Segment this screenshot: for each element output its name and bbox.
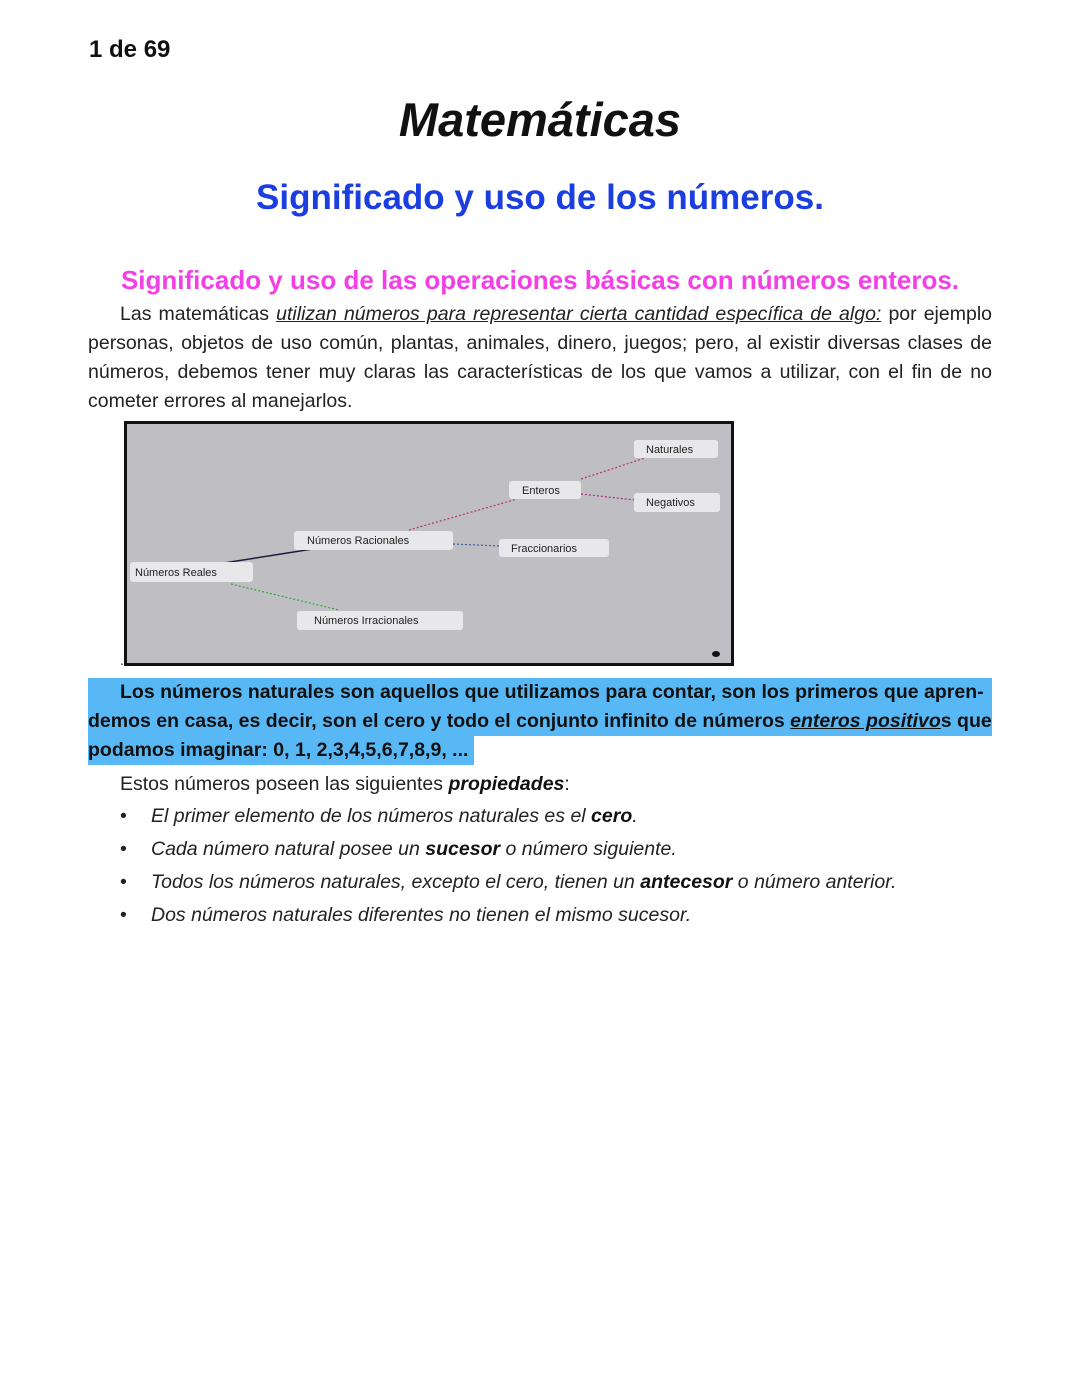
properties-intro: [88, 770, 992, 799]
bullet-icon: •: [120, 805, 127, 827]
stray-period: .: [120, 652, 124, 668]
properties-list: [88, 800, 992, 932]
intro-lead: Las matemáticas: [120, 303, 277, 325]
number-classification-diagram: [124, 421, 734, 666]
list-item-bold: antecesor: [640, 871, 733, 893]
highlight-line-2: [88, 707, 992, 736]
list-item-bold: sucesor: [425, 838, 501, 860]
node-naturales: Naturales: [646, 444, 694, 456]
list-item-tail: .: [632, 805, 638, 827]
highlight-underlined: enteros positivo: [790, 710, 941, 732]
properties-intro-lead: Estos números poseen las siguientes: [120, 773, 449, 795]
list-item-tail: o número siguiente.: [500, 838, 677, 860]
edge-racionales-enteros: [409, 499, 517, 530]
node-negativos: Negativos: [646, 497, 695, 509]
list-item: [88, 800, 992, 833]
intro-underlined: utilizan números para representar cierta cantidad específica de algo:: [276, 303, 882, 325]
edge-enteros-negativos: [581, 494, 635, 500]
highlight-line-3: podamos imaginar: 0, 1, 2,3,4,5,6,7,8,9, ...: [88, 736, 474, 765]
highlight-line-2-text: demos en casa, es decir, son el cero y todo el conjunto infinito de números: [88, 710, 791, 732]
node-racionales: Números Racionales: [307, 535, 410, 547]
properties-intro-tail: :: [564, 773, 570, 795]
bullet-icon: •: [120, 904, 127, 926]
properties-intro-bold: propiedades: [448, 773, 565, 795]
node-irracionales: Números Irracionales: [314, 615, 419, 627]
bullet-icon: •: [120, 838, 127, 860]
list-item: [88, 833, 992, 866]
highlight-line-1-text: Los números naturales son aquellos que utilizamos para contar, son los primeros que apren-: [120, 681, 984, 703]
highlight-line-2-tail: s que: [940, 710, 992, 732]
page-indicator: 1 de 69: [89, 36, 171, 63]
list-item-bold: cero: [591, 805, 633, 827]
page-subtitle: Significado y uso de los números.: [256, 178, 824, 217]
highlight-line-1: [88, 678, 992, 707]
edge-reales-irracionales: [231, 584, 339, 610]
highlighted-paragraph: [88, 678, 992, 774]
section-heading: Significado y uso de las operaciones básicas con números enteros.: [120, 265, 960, 295]
node-fraccionarios: Fraccionarios: [511, 543, 578, 555]
bullet-icon: •: [120, 871, 127, 893]
list-item: [88, 899, 992, 932]
list-item-text: Dos números naturales diferentes no tienen el mismo sucesor.: [151, 904, 692, 926]
list-item: [88, 866, 992, 899]
diagram-canvas: [127, 424, 731, 663]
intro-paragraph: [88, 300, 992, 416]
list-item-text: Cada número natural posee un: [151, 838, 426, 860]
list-item-tail: o número anterior.: [732, 871, 897, 893]
corner-dot: [712, 651, 720, 657]
edge-racionales-fraccionarios: [453, 544, 501, 546]
list-item-text: El primer elemento de los números naturales es el: [151, 805, 592, 827]
page-title: Matemáticas: [398, 93, 682, 146]
node-reales: Números Reales: [135, 567, 217, 579]
list-item-text: Todos los números naturales, excepto el cero, tienen un: [151, 871, 641, 893]
edge-enteros-naturales: [581, 458, 645, 479]
node-enteros: Enteros: [522, 485, 560, 497]
intro-rest: por ejemplo personas, objetos de uso común, plantas, animales, dinero, juegos; pero, al existir diversas clases de números, debemos tener muy claras las características de los que vamos a utilizar, con el fin de no cometer errores al manejarlos.: [88, 303, 993, 412]
